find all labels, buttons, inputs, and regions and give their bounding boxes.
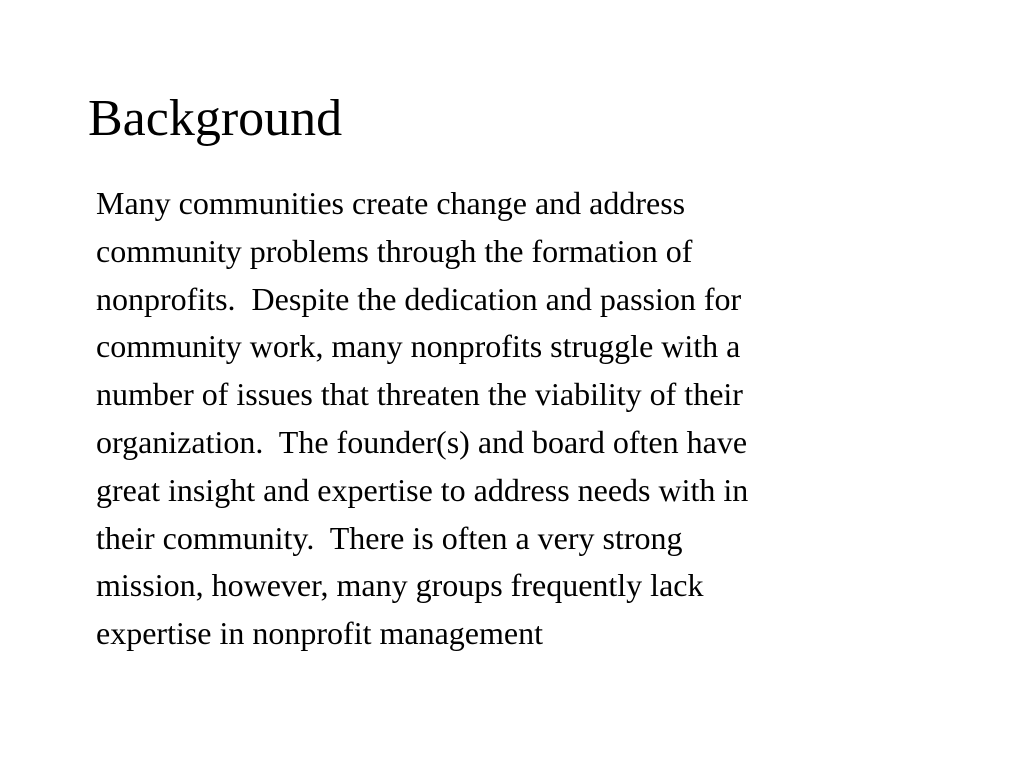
body-line: community work, many nonprofits struggle with a — [96, 328, 741, 365]
body-line: Many communities create change and address — [96, 185, 686, 221]
body-line: nonprofits. Despite the dedication and passion for — [96, 280, 742, 317]
body-line: expertise in nonprofit management — [96, 615, 543, 652]
body-line: great insight and expertise to address needs with in — [96, 471, 749, 508]
body-line: their community. There is often a very strong — [96, 519, 683, 556]
body-line: organization. The founder(s) and board often have — [96, 423, 748, 460]
slide-title: Background — [88, 90, 343, 147]
body-line: mission, however, many groups frequently lack — [96, 567, 704, 604]
slide-body-text — [96, 180, 976, 658]
body-line: community problems through the formation of — [96, 232, 693, 269]
body-line: number of issues that threaten the viability of their — [96, 376, 743, 413]
